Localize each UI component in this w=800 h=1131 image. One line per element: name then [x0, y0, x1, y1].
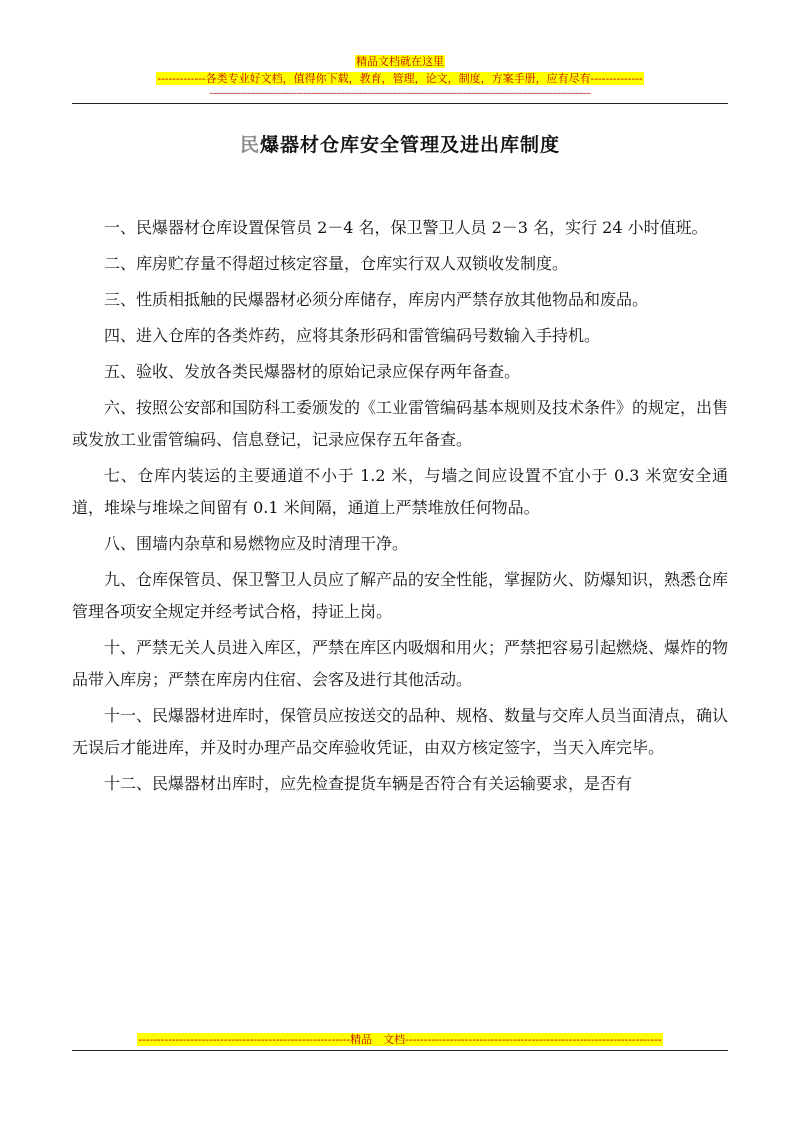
header-rule: [72, 103, 728, 104]
paragraph-1: 一、民爆器材仓库设置保管员 2－4 名，保卫警卫人员 2－3 名，实行 24 小时值班。: [104, 218, 708, 237]
document-body: [72, 212, 728, 804]
title-lead-char: 民: [239, 134, 260, 156]
paragraph-4: 四、进入仓库的各类炸药，应将其条形码和雷管编码号数输入手持机。: [104, 326, 601, 345]
header-dashes: ------------------------------------------------------------------------------------------------------------------------------------------------------: [209, 89, 591, 99]
paragraph-12: 十二、民爆器材出库时，应先检查提货车辆是否符合有关运输要求，是否有: [104, 774, 633, 793]
paragraph-10: 十、严禁无关人员进入库区，严禁在库区内吸烟和用火；严禁把容易引起燃烧、爆炸的物品带入库房；严禁在库房内住宿、会客及进行其他活动。: [72, 638, 729, 689]
paragraph-5: 五、验收、发放各类民爆器材的原始记录应保存两年备查。: [104, 362, 521, 381]
paragraph-8: 八、围墙内杂草和易燃物应及时清理干净。: [104, 534, 409, 553]
footer-text: ---------------------------------------------------------精品 文档---------------------------------------------------------------------: [138, 1033, 662, 1046]
paragraph-7: 七、仓库内装运的主要通道不小于 1.2 米，与墙之间应设置不宜小于 0.3 米宽安全通道，堆垛与堆垛之间留有 0.1 米间隔，通道上严禁堆放任何物品。: [72, 466, 728, 517]
paragraph-9: 九、仓库保管员、保卫警卫人员应了解产品的安全性能，掌握防火、防爆知识，熟悉仓库管理各项安全规定并经考试合格，持证上岗。: [72, 570, 729, 621]
paragraph-11: 十一、民爆器材进库时，保管员应按送交的品种、规格、数量与交库人员当面清点，确认无误后才能进库，并及时办理产品交库验收凭证，由双方核定签字，当天入库完毕。: [72, 706, 729, 757]
document-title: [0, 130, 800, 157]
footer-rule: [72, 1050, 728, 1051]
paragraph-6: 六、按照公安部和国防科工委颁发的《工业雷管编码基本规则及技术条件》的规定，出售或发放工业雷管编码、信息登记，记录应保存五年备查。: [72, 398, 729, 449]
paragraph-3: 三、性质相抵触的民爆器材必须分库储存，库房内严禁存放其他物品和废品。: [104, 290, 649, 309]
paragraph-2: 二、库房贮存量不得超过核定容量，仓库实行双人双锁收发制度。: [104, 254, 569, 273]
title-text: 爆器材仓库安全管理及进出库制度: [260, 134, 561, 156]
header-tagline: -------------各类专业好文档，值得你下载，教育，管理，论文，制度，方案手册，应有尽有--------------: [157, 72, 643, 85]
header-title: 精品文档就在这里: [356, 55, 444, 68]
